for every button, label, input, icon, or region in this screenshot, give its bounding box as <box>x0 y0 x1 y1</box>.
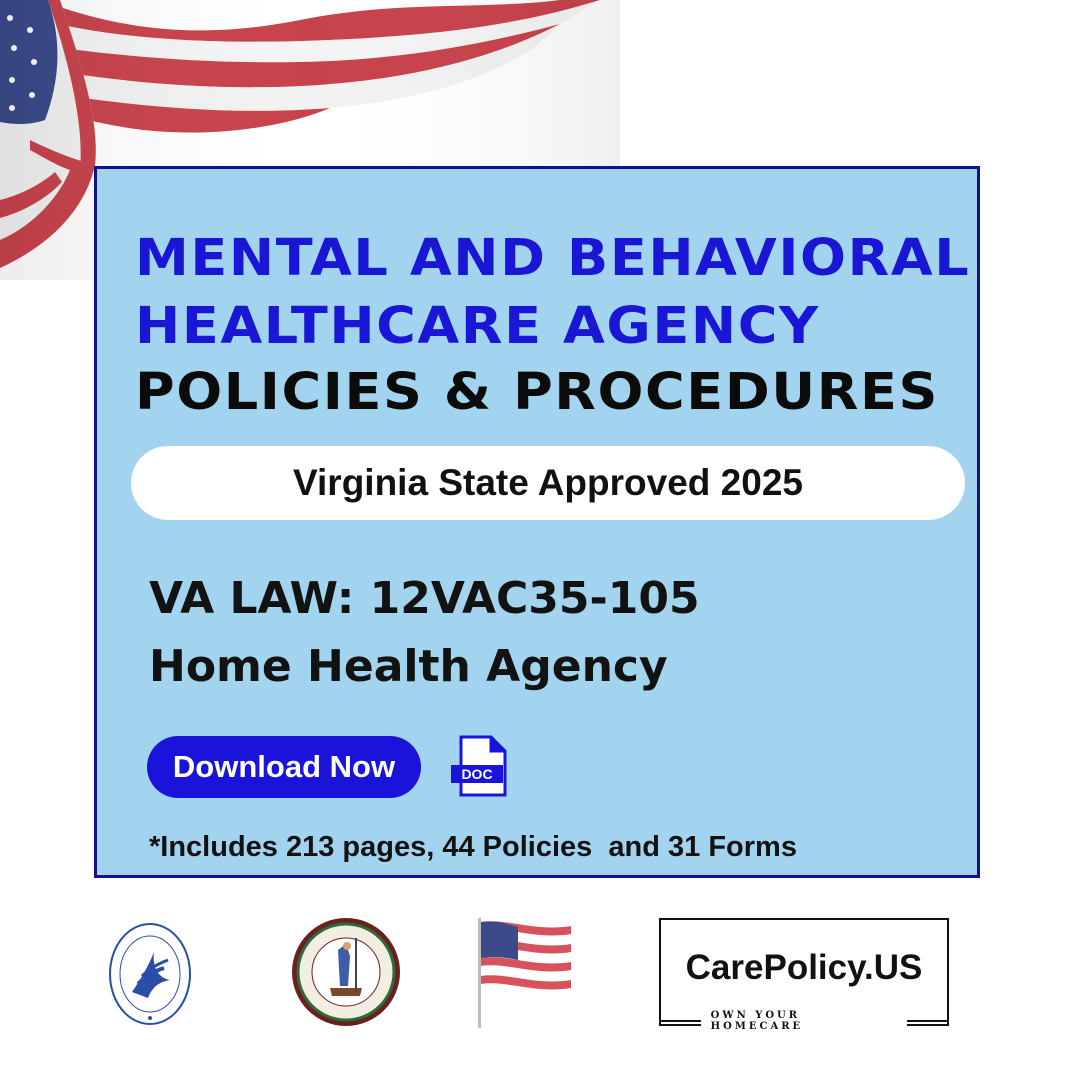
tagline-divider-right <box>907 1020 947 1022</box>
title-line-1: MENTAL AND BEHAVIORAL <box>135 229 971 288</box>
includes-note: *Includes 213 pages, 44 Policies and 31 Forms <box>149 831 797 863</box>
download-button[interactable]: Download Now <box>147 736 421 798</box>
doc-icon-label: DOC <box>461 766 493 782</box>
carepolicy-logo <box>659 918 949 1032</box>
tagline-divider-left <box>661 1020 701 1022</box>
title-line-3: POLICIES & PROCEDURES <box>135 363 940 422</box>
agency-type: Home Health Agency <box>149 641 668 692</box>
product-card <box>94 166 980 878</box>
virginia-seal-icon <box>290 916 402 1028</box>
law-reference: VA LAW: 12VAC35-105 <box>149 573 700 624</box>
brand-tagline-row <box>661 1010 947 1032</box>
brand-tagline: OWN YOUR HOMECARE <box>701 1010 908 1032</box>
us-flag-icon <box>476 918 574 1028</box>
hhs-seal-icon <box>108 922 192 1026</box>
approval-badge: Virginia State Approved 2025 <box>131 446 965 520</box>
brand-name: CarePolicy.US <box>685 948 923 987</box>
title-line-2: HEALTHCARE AGENCY <box>135 297 820 356</box>
doc-file-icon[interactable] <box>449 735 513 799</box>
